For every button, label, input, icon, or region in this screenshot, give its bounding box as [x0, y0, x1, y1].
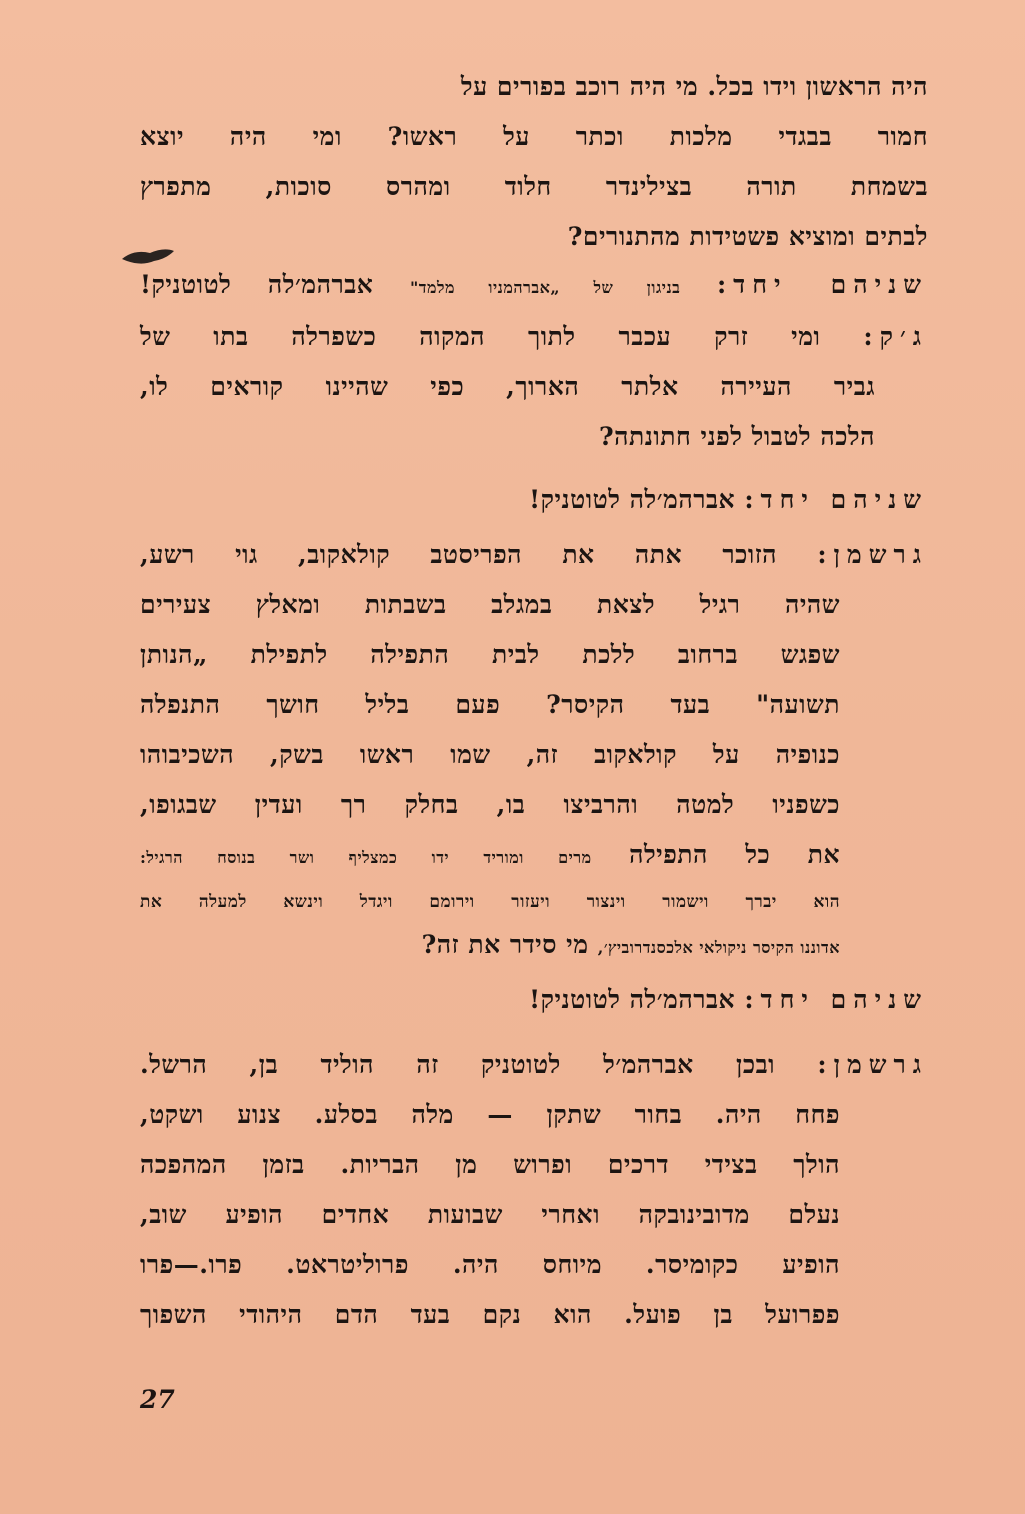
prayer-line: הוא יברך וישמור וינצור ויעזור וירומם ויגדל וינשא למעלה את: [140, 892, 840, 912]
dialogue-text: ומי זרק עכבר לתוך המקוה כשפרלה בתו של: [140, 322, 821, 351]
dialogue-line: [140, 540, 928, 570]
stage-direction: מרים ומוריד ידו כמצליף ושר בנוסח הרגיל:: [140, 848, 592, 867]
text-line: הופיע כקומיסר. מיוחס היה. פרוליטראט. פרו.—פרו: [140, 1250, 840, 1279]
dialogue-text: אברהמ׳לה לטוטניק!: [529, 985, 736, 1014]
text-line: גביר העיירה אלתר הארוך, כפי שהיינו קוראים לו,: [140, 372, 875, 401]
text-line: שהיה רגיל לצאת במגלב בשבתות ומאלץ צעירים: [140, 590, 840, 619]
dialogue-text: הזוכר אתה את הפריסטב קולאקוב, גוי רשע,: [140, 540, 778, 569]
page-number: 27: [140, 1385, 175, 1414]
text-line: הולך בצידי דרכים ופרוש מן הבריות. בזמן המהפכה: [140, 1150, 840, 1179]
dialogue-text: אברהמ׳לה לטוטניק!: [140, 270, 374, 299]
prayer-line: [230, 930, 840, 960]
dialogue-line: [140, 322, 928, 352]
dialogue-text: אברהמ׳לה לטוטניק!: [529, 485, 736, 514]
text-line: היה הראשון וידו בכל. מי היה רוכב בפורים על: [460, 72, 928, 101]
text-line: לבתים ומוציא פשטידות מהתנורים?: [567, 222, 928, 251]
text-line: חמור בבגדי מלכות וכתר על ראשו? ומי היה יוצא: [140, 122, 928, 151]
speaker-name: ג׳ק:: [863, 322, 928, 351]
text-line: בשמחת תורה בצילינדר חלוד ומהרס סוכות, מתפרץ: [140, 172, 928, 201]
text-line: הלכה לטבול לפני חתונתה?: [598, 422, 875, 451]
dialogue-text: ובכן אברהמ׳ל לטוטניק זה הוליד בן, הרשל.: [140, 1050, 776, 1079]
dialogue-line: [140, 485, 928, 515]
speaker-name: שניהם יחד:: [716, 270, 928, 299]
text-line: נעלם מדובינובקה ואחרי שבועות אחדים הופיע שוב,: [140, 1200, 840, 1229]
speaker-name: שניהם יחד:: [744, 985, 928, 1014]
text-line: תשועה" בעד הקיסר? פעם בליל חושך התנפלה: [140, 690, 840, 719]
stage-direction: בניגון של „אברהמניו מלמד": [409, 278, 681, 297]
dialogue-line: [140, 270, 928, 300]
dialogue-line: [140, 985, 928, 1015]
text-line: כשפניו למטה והרביצו בו, בחלק רך ועדין שבגופו,: [140, 790, 840, 819]
speaker-name: שניהם יחד:: [744, 485, 928, 514]
text-line: [140, 840, 840, 870]
speaker-name: גרשמן:: [817, 1050, 928, 1079]
dialogue-text: מי סידר את זה?: [421, 930, 589, 959]
prayer-text: אדוננו הקיסר ניקולאי אלכסנדרוביץ׳,: [597, 938, 840, 957]
dialogue-text: את כל התפילה: [629, 840, 840, 869]
text-line: כנופיה על קולאקוב זה, שמו ראשו בשק, השכיבוהו: [140, 740, 840, 769]
text-line: פחח היה. בחור שתקן — מלה בסלע. צנוע ושקט,: [140, 1100, 840, 1129]
dialogue-line: [140, 1050, 928, 1080]
speaker-name: גרשמן:: [817, 540, 928, 569]
text-line: שפגש ברחוב ללכת לבית התפילה לתפילת „הנותן: [140, 640, 840, 669]
text-line: פפרועל בן פועל. הוא נקם בעד הדם היהודי השפוך: [140, 1300, 840, 1329]
